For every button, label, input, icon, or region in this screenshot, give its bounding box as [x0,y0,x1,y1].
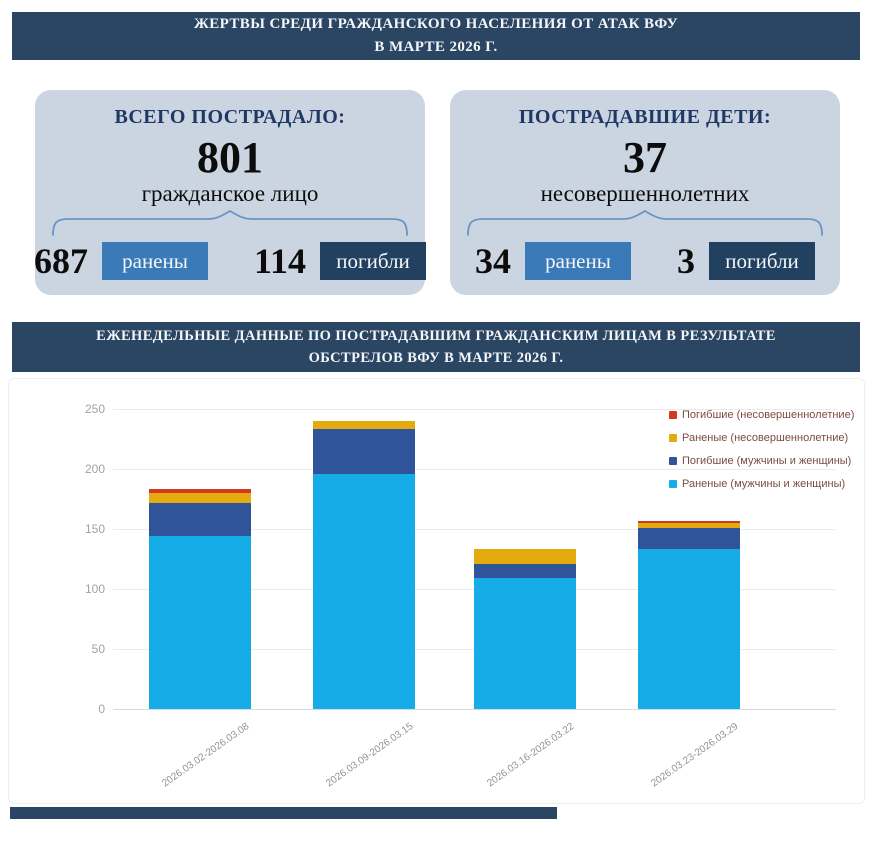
total-wounded-badge: ранены [102,242,208,280]
bar-segment [638,549,740,709]
brace-graphic [48,210,412,238]
bar-segment [149,493,251,503]
main-title-banner [12,12,860,60]
bar-segment [313,429,415,473]
children-card-unit: несовершеннолетних [540,181,750,207]
children-card-breakdown [475,240,815,282]
y-tick-label: 50 [91,642,105,656]
children-card-title: ПОСТРАДАВШИЕ ДЕТИ: [518,106,772,128]
weekly-banner-line2: ОБСТРЕЛОВ ВФУ В МАРТЕ 2026 Г. [308,350,564,366]
total-card-breakdown [34,240,426,282]
children-card-number: 37 [623,133,667,182]
bar-segment [149,503,251,537]
bar-segment [638,528,740,550]
bar-segment [313,421,415,429]
y-tick-label: 150 [84,522,105,536]
weekly-casualties-chart [8,378,865,804]
total-card-title: ВСЕГО ПОСТРАДАЛО: [114,106,346,128]
total-killed-badge: погибли [320,242,426,280]
weekly-data-banner [12,322,860,372]
legend-marker [669,411,677,419]
y-tick-label: 0 [98,702,105,716]
gridline [113,709,836,710]
legend-label: Раненые (мужчины и женщины) [682,478,846,490]
weekly-banner-line1: ЕЖЕНЕДЕЛЬНЫЕ ДАННЫЕ ПО ПОСТРАДАВШИМ ГРАЖДАНСКИМ ЛИЦАМ В РЕЗУЛЬТАТЕ [96,327,776,344]
legend-label: Раненые (несовершеннолетние) [682,432,849,444]
children-wounded-badge: ранены [525,242,631,280]
main-title-line1: ЖЕРТВЫ СРЕДИ ГРАЖДАНСКОГО НАСЕЛЕНИЯ ОТ АТАК ВФУ [194,15,678,32]
bar-segment [149,489,251,493]
x-axis-label: 2026.03.09-2026.03.15 [324,721,416,790]
bar-segment [474,564,576,578]
bar-segment [638,521,740,523]
total-killed-value: 114 [254,241,307,282]
x-axis-label: 2026.03.02-2026.03.08 [160,721,252,790]
next-section-banner-partial [10,807,557,819]
legend-item [669,409,854,421]
x-axis-label: 2026.03.23-2026.03.29 [649,721,741,790]
legend-item [669,432,854,444]
x-axis-label: 2026.03.16-2026.03.22 [485,721,577,790]
total-card-unit: гражданское лицо [141,181,319,207]
bar-segment [313,474,415,709]
main-title-line2: В МАРТЕ 2026 Г. [374,39,498,55]
legend-item [669,455,854,467]
legend-label: Погибшие (несовершеннолетние) [682,409,855,421]
chart-legend [669,409,854,490]
legend-label: Погибшие (мужчины и женщины) [682,455,852,467]
y-tick-label: 200 [84,462,105,476]
legend-marker [669,434,677,442]
children-victims-card [450,90,840,295]
legend-item [669,478,854,490]
bar-segment [638,523,740,528]
legend-marker [669,457,677,465]
bar-segment [474,549,576,563]
legend-marker [669,480,677,488]
total-card-number: 801 [197,133,263,182]
total-victims-card [35,90,425,295]
children-killed-value: 3 [677,241,695,282]
y-tick-label: 250 [84,402,105,416]
y-tick-label: 100 [84,582,105,596]
brace-graphic [463,210,827,238]
children-wounded-value: 34 [475,241,511,282]
bar-segment [474,578,576,709]
total-wounded-value: 687 [34,241,88,282]
children-killed-badge: погибли [709,242,815,280]
bar-segment [149,536,251,709]
